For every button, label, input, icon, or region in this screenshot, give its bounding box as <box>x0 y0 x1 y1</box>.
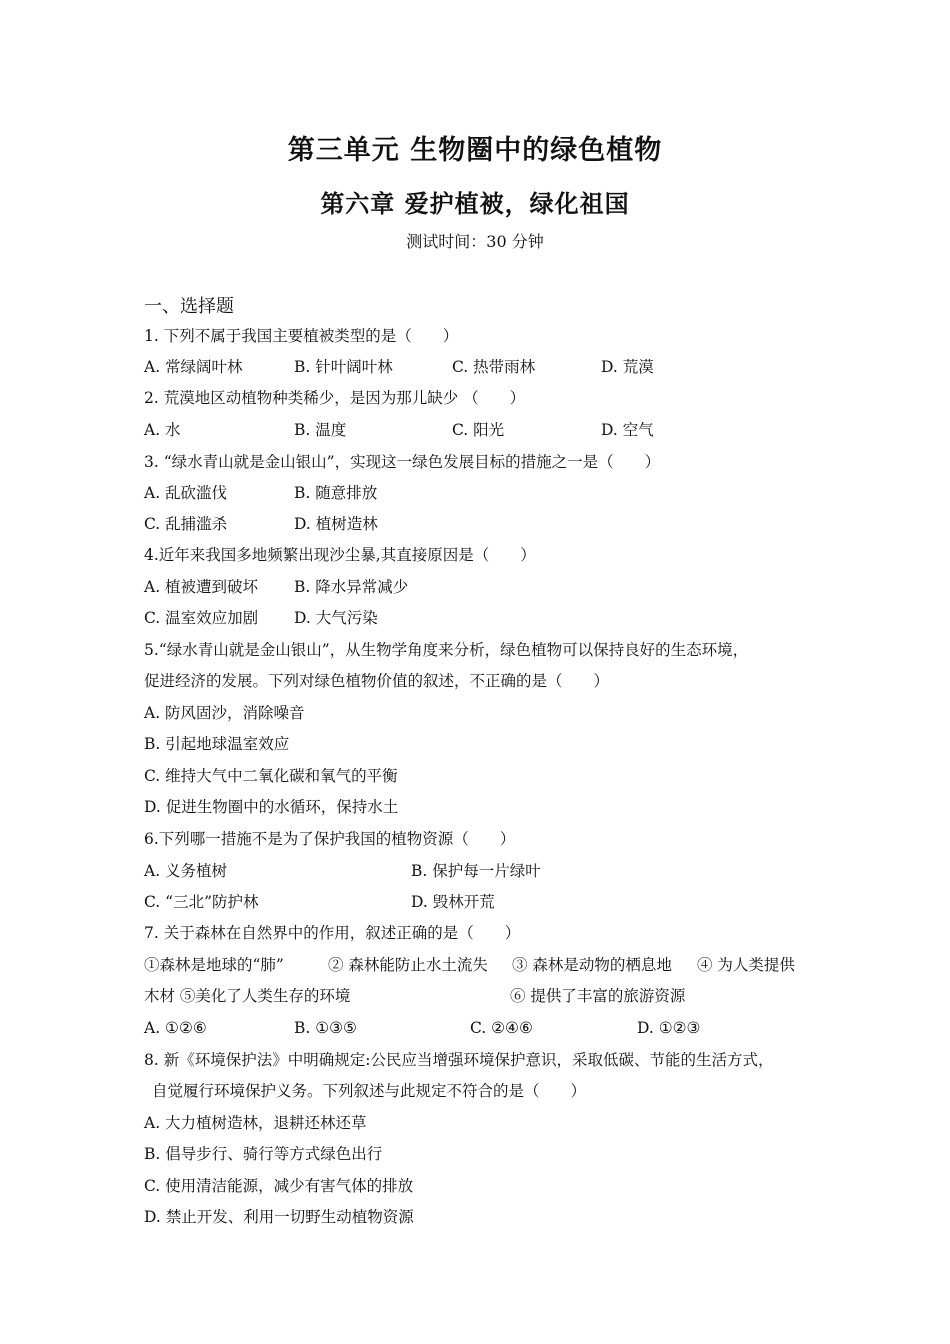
question-8-option-a: A. 大力植树造林，退耕还林还草 <box>144 1114 367 1132</box>
question-7-statement-1: ①森林是地球的“肺” <box>144 956 284 974</box>
question-5-option-a: A. 防风固沙，消除噪音 <box>144 704 305 722</box>
question-2-option-a: A. 水 <box>144 421 181 439</box>
question-1-option-c: C. 热带雨林 <box>452 358 536 376</box>
question-5-stem-line-1: 5.“绿水青山就是金山银山”，从生物学角度来分析，绿色植物可以保持良好的生态环境， <box>144 641 749 659</box>
question-6-option-c: C. “三北”防护林 <box>144 893 259 911</box>
question-4-stem: 4.近年来我国多地频繁出现沙尘暴,其直接原因是（ ） <box>144 546 536 564</box>
question-7-statement-5: 木材 ⑤美化了人类生存的环境 <box>144 987 351 1005</box>
question-4-option-b: B. 降水异常减少 <box>294 578 409 596</box>
question-6-option-d: D. 毁林开荒 <box>411 893 495 911</box>
question-5-stem-line-2: 促进经济的发展。下列对绿色植物价值的叙述，不正确的是（ ） <box>144 672 610 690</box>
section-title: 一、选择题 <box>144 296 234 317</box>
question-7-option-c: C. ②④⑥ <box>470 1019 533 1037</box>
question-3-stem: 3. “绿水青山就是金山银山”，实现这一绿色发展目标的措施之一是（ ） <box>144 453 661 471</box>
question-8-stem-line-1: 8. 新《环境保护法》中明确规定:公民应当增强环境保护意识，采取低碳、节能的生活方式， <box>144 1051 774 1069</box>
question-3-option-b: B. 随意排放 <box>294 484 378 502</box>
question-3-option-a: A. 乱砍滥伐 <box>144 484 228 502</box>
question-7-statement-6: ⑥ 提供了丰富的旅游资源 <box>510 987 686 1005</box>
question-2-stem: 2. 荒漠地区动植物种类稀少，是因为那儿缺少 （ ） <box>144 389 526 407</box>
question-8-option-c: C. 使用清洁能源，减少有害气体的排放 <box>144 1177 414 1195</box>
question-5-option-c: C. 维持大气中二氧化碳和氧气的平衡 <box>144 767 398 785</box>
question-2-option-c: C. 阳光 <box>452 421 505 439</box>
question-7-statement-3: ③ 森林是动物的栖息地 <box>512 956 672 974</box>
question-1-stem: 1. 下列不属于我国主要植被类型的是（ ） <box>144 327 459 345</box>
question-7-option-b: B. ①③⑤ <box>294 1019 357 1037</box>
question-1-option-d: D. 荒漠 <box>601 358 654 376</box>
question-5-option-d: D. 促进生物圈中的水循环，保持水土 <box>144 798 399 816</box>
question-7-option-a: A. ①②⑥ <box>144 1019 207 1037</box>
question-5-option-b: B. 引起地球温室效应 <box>144 735 290 753</box>
question-7-option-d: D. ①②③ <box>637 1019 701 1037</box>
question-2-option-d: D. 空气 <box>601 421 654 439</box>
question-1-option-a: A. 常绿阔叶林 <box>144 358 243 376</box>
question-7-statement-2: ② 森林能防止水土流失 <box>328 956 488 974</box>
question-8-option-b: B. 倡导步行、骑行等方式绿色出行 <box>144 1145 383 1163</box>
question-4-option-a: A. 植被遭到破坏 <box>144 578 259 596</box>
question-3-option-d: D. 植树造林 <box>294 515 378 533</box>
question-2-option-b: B. 温度 <box>294 421 347 439</box>
question-8-option-d: D. 禁止开发、利用一切野生动植物资源 <box>144 1208 414 1226</box>
chapter-title: 第六章 爱护植被，绿化祖国 <box>320 189 630 218</box>
question-6-option-a: A. 义务植树 <box>144 862 228 880</box>
unit-title: 第三单元 生物圈中的绿色植物 <box>287 135 663 166</box>
question-1-option-b: B. 针叶阔叶林 <box>294 358 393 376</box>
question-6-option-b: B. 保护每一片绿叶 <box>411 862 541 880</box>
question-8-stem-line-2: 自觉履行环境保护义务。下列叙述与此规定不符合的是（ ） <box>152 1082 587 1100</box>
test-time: 测试时间：30 分钟 <box>406 232 544 251</box>
question-4-option-d: D. 大气污染 <box>294 609 378 627</box>
question-3-option-c: C. 乱捕滥杀 <box>144 515 228 533</box>
question-7-stem: 7. 关于森林在自然界中的作用，叙述正确的是（ ） <box>144 924 521 942</box>
question-4-option-c: C. 温室效应加剧 <box>144 609 259 627</box>
question-7-statement-4: ④ 为人类提供 <box>697 956 795 974</box>
question-6-stem: 6.下列哪一措施不是为了保护我国的植物资源（ ） <box>144 830 516 848</box>
